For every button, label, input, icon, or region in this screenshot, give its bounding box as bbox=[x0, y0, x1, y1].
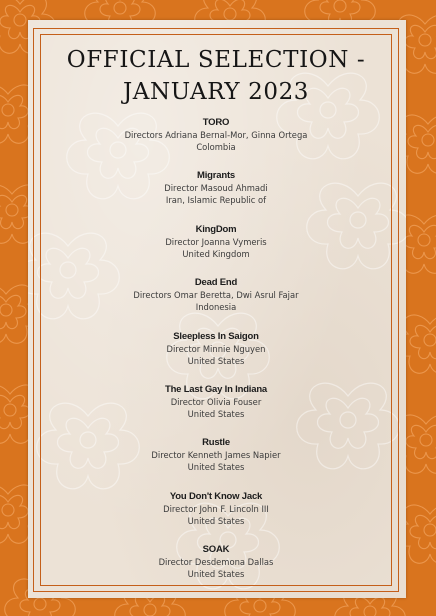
film-directors: Director Minnie Nguyen bbox=[166, 343, 266, 354]
film-title: TORO bbox=[202, 117, 230, 128]
film-entry bbox=[40, 384, 392, 437]
film-title: Migrants bbox=[197, 170, 235, 182]
film-entry bbox=[40, 437, 392, 490]
film-country: United States bbox=[187, 569, 245, 580]
film-title: SOAK bbox=[202, 544, 230, 556]
film-directors: Director Olivia Fouser bbox=[170, 396, 262, 407]
film-entry bbox=[40, 544, 392, 597]
film-directors: Director Desdemona Dallas bbox=[158, 557, 274, 568]
film-directors: Directors Adriana Bernal-Mor, Ginna Ortega bbox=[124, 130, 308, 140]
film-country: Iran, Islamic Republic of bbox=[165, 195, 267, 206]
film-directors: Director Masoud Ahmadi bbox=[164, 183, 268, 194]
film-title: The Last Gay In Indiana bbox=[164, 383, 268, 395]
film-country: United States bbox=[187, 355, 245, 366]
film-title: Dead End bbox=[194, 277, 238, 289]
film-title: Rustle bbox=[202, 437, 230, 449]
film-directors: Directors Omar Beretta, Dwi Asrul Fajar bbox=[133, 290, 299, 301]
film-country: United Kingdom bbox=[182, 248, 250, 259]
film-directors: Director John F. Lincoln III bbox=[163, 503, 269, 514]
page-title: OFFICIAL SELECTION - JANUARY 2023 bbox=[66, 47, 366, 105]
film-directors: Director Joanna Vymeris bbox=[165, 236, 267, 247]
film-country: Colombia bbox=[196, 142, 236, 152]
film-title: Sleepless In Saigon bbox=[173, 330, 259, 342]
film-entry bbox=[40, 117, 392, 170]
film-list bbox=[40, 117, 392, 598]
film-title: You Don't Know Jack bbox=[169, 490, 263, 502]
film-entry bbox=[40, 491, 392, 544]
film-title: KingDom bbox=[195, 223, 237, 235]
film-entry bbox=[40, 277, 392, 330]
film-entry bbox=[40, 224, 392, 277]
film-entry bbox=[40, 331, 392, 384]
film-directors: Director Kenneth James Napier bbox=[151, 450, 281, 461]
film-country: United States bbox=[187, 515, 245, 526]
film-country: Indonesia bbox=[195, 302, 237, 313]
film-country: United States bbox=[187, 462, 245, 473]
film-entry bbox=[40, 170, 392, 223]
film-country: United States bbox=[187, 408, 245, 419]
